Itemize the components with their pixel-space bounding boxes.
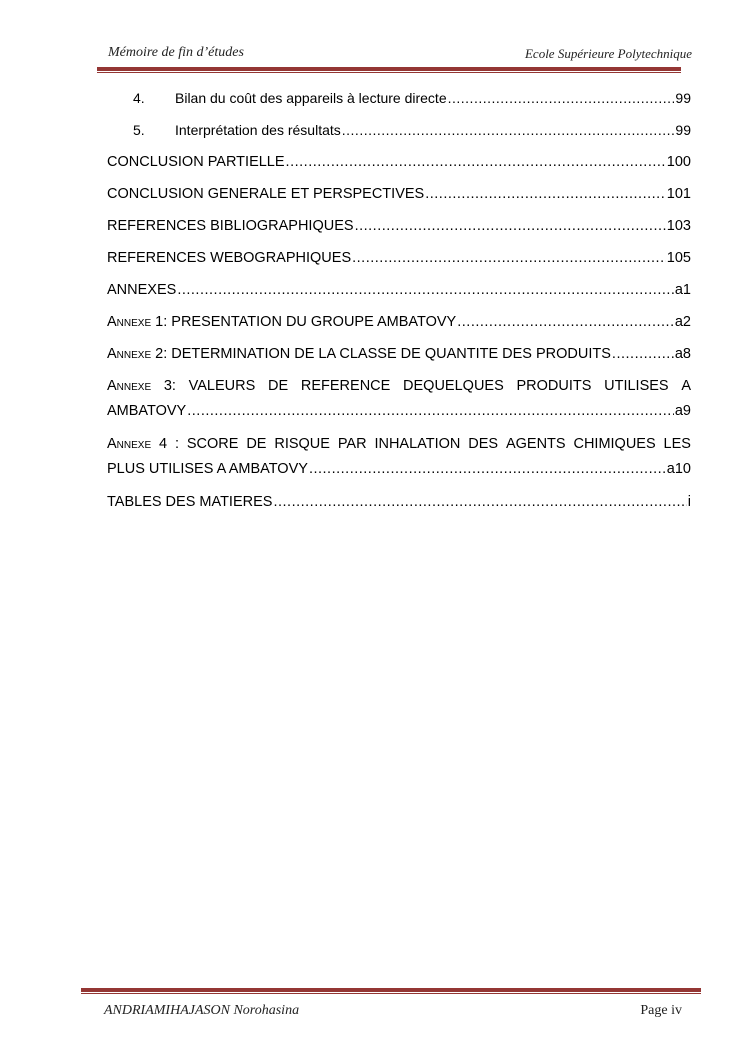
toc-sub-entry[interactable] [107,120,691,152]
toc-page: 99 [675,90,691,106]
toc-page: a1 [674,282,691,298]
toc-label: Interprétation des résultats [175,122,341,138]
toc-entry[interactable] [107,248,691,280]
toc-page: a8 [674,346,691,362]
header-divider-thin [97,72,681,73]
header-school: Ecole Supérieure Polytechnique [524,46,692,61]
footer-page-number: Page iv [640,1003,682,1018]
toc-leader [342,120,675,140]
toc-label: ANNEXES [107,282,177,298]
toc-label: CONCLUSION PARTIELLE [107,154,285,170]
toc-entry[interactable] [107,280,691,312]
toc-page: a9 [674,403,691,419]
toc-page: a2 [674,314,691,330]
toc-leader [355,216,666,236]
toc-leader [273,492,686,512]
toc-leader [177,280,674,300]
toc-leader [187,401,674,421]
toc-annexe-prefix: Annexe 2 [107,346,164,362]
toc-label: : DETERMINATION DE LA CLASSE DE QUANTITE DES PRODUITS [163,346,611,362]
toc-leader [352,248,666,268]
toc-page: i [687,494,691,510]
toc-page: 105 [666,250,691,266]
toc-label: Bilan du coût des appareils à lecture directe [175,90,447,106]
toc-sub-entry[interactable] [107,88,691,120]
toc-label: PLUS UTILISES A AMBATOVY [107,461,308,477]
toc-page: 101 [666,186,691,202]
toc-entry[interactable] [107,184,691,216]
toc-label: CONCLUSION GENERALE ET PERSPECTIVES [107,186,425,202]
toc-leader [457,312,674,332]
toc-leader [612,344,674,364]
toc-annexe-3[interactable] [107,376,691,434]
toc-entry[interactable] [107,216,691,248]
toc-number: 4. [133,90,145,106]
toc-label: : PRESENTATION DU GROUPE AMBATOVY [163,314,457,330]
toc-leader [309,459,666,479]
toc-label: REFERENCES WEBOGRAPHIQUES [107,250,352,266]
toc-annexe-4[interactable] [107,434,691,492]
toc-leader [448,88,675,108]
toc-leader [286,152,666,172]
toc-annexe-entry[interactable] [107,312,691,344]
toc-entry[interactable] [107,492,691,524]
footer-author: ANDRIAMIHAJASON Norohasina [104,1003,300,1018]
toc-label: REFERENCES BIBLIOGRAPHIQUES [107,218,354,234]
toc-page: a10 [666,461,691,477]
toc-number: 5. [133,122,145,138]
toc-page: 100 [666,154,691,170]
toc-entry[interactable] [107,152,691,184]
toc-annexe-entry[interactable] [107,344,691,376]
toc-page: 99 [675,122,691,138]
footer-divider-thin [81,993,701,994]
toc-label: TABLES DES MATIERES [107,494,273,510]
toc-label: AMBATOVY [107,403,187,419]
toc-annexe-prefix: Annexe 1 [107,314,164,330]
table-of-contents [107,88,691,524]
toc-page: 103 [666,218,691,234]
footer-divider [81,988,701,992]
header-divider [97,67,681,71]
toc-annexe-4-line1: Annexe 4 : SCORE DE RISQUE PAR INHALATION DES AGENTS CHIMIQUES LES [107,436,691,452]
header-title: Mémoire de fin d’études [108,45,244,60]
toc-leader [425,184,666,204]
toc-annexe-3-line1: Annexe 3: VALEURS DE REFERENCE DEQUELQUES PRODUITS UTILISES A [107,378,691,394]
